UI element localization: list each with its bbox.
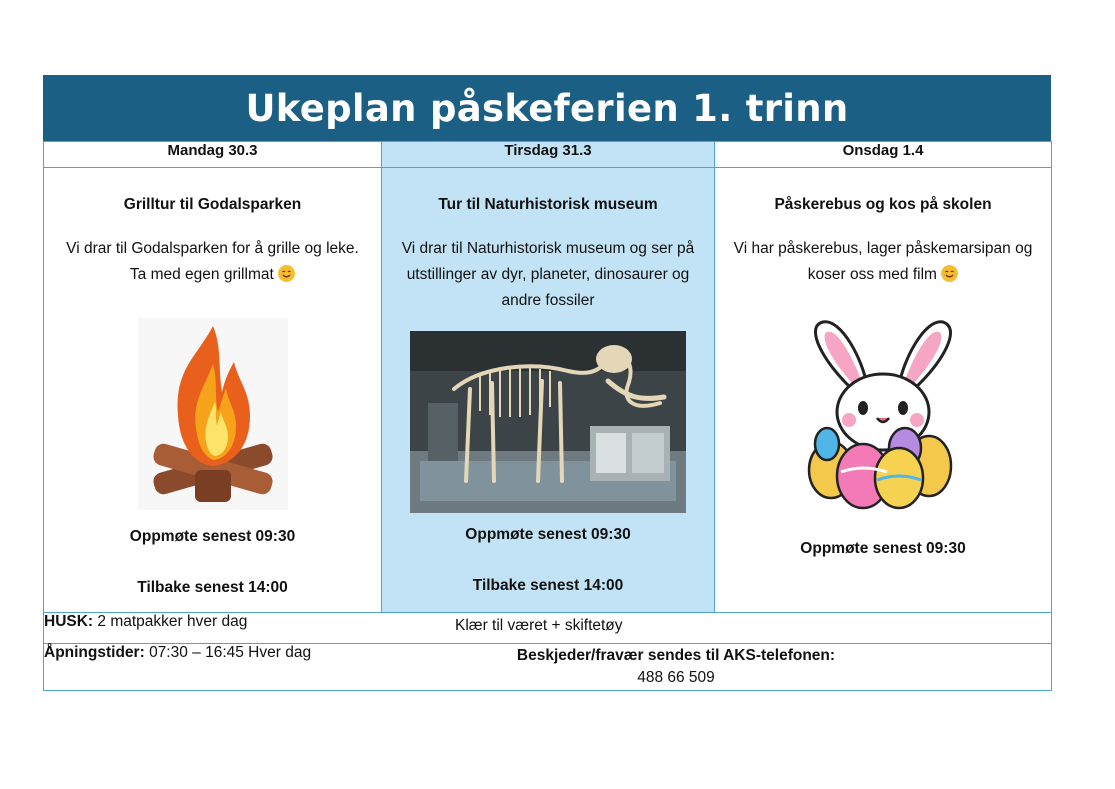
day-header-wednesday: Onsdag 1.4 <box>715 142 1052 168</box>
day-cell-wednesday <box>715 168 1052 613</box>
meet-time: Oppmøte senest 09:30 <box>129 528 296 545</box>
opening-hours-text: 07:30 – 16:45 Hver dag <box>149 644 312 661</box>
activity-description: Vi drar til Naturhistorisk museum og ser på utstillinger av dyr, planeter, dinosaurer og andre fossiler <box>401 240 695 309</box>
messages-block <box>496 647 856 687</box>
activity-title: Påskerebus og kos på skolen <box>774 196 992 213</box>
info-cell <box>44 644 1052 691</box>
activity-title: Grilltur til Godalsparken <box>123 196 302 213</box>
clothes-text: Klær til været + skiftetøy <box>455 617 623 634</box>
husk-text: 2 matpakker hver dag <box>97 613 248 630</box>
phone-number: 488 66 509 <box>637 669 715 686</box>
mammoth-skeleton-photo <box>410 331 686 518</box>
day-cell-monday <box>44 168 382 613</box>
messages-label: Beskjeder/fravær sendes til AKS-telefonen: <box>516 647 836 664</box>
easter-bunny-icon <box>801 320 965 515</box>
activity-description: Vi har påskerebus, lager påskemarsipan og koser oss med film <box>733 240 1033 283</box>
day-header-tuesday: Tirsdag 31.3 <box>382 142 715 168</box>
husk-label: HUSK: <box>44 613 94 630</box>
meet-time: Oppmøte senest 09:30 <box>465 526 631 543</box>
activity-title: Tur til Naturhistorisk museum <box>438 196 658 213</box>
smile-emoji-icon <box>941 265 958 282</box>
day-content-row <box>44 168 1052 613</box>
day-header-row <box>44 142 1052 168</box>
day-cell-tuesday <box>382 168 715 613</box>
return-time: Tilbake senest 14:00 <box>472 577 624 594</box>
reminder-row <box>44 613 1052 644</box>
day-header-monday: Mandag 30.3 <box>44 142 382 168</box>
activity-description: Vi drar til Godalsparken for å grille og leke. Ta med egen grillmat <box>66 240 359 283</box>
weekly-plan-sheet <box>43 75 1051 691</box>
campfire-icon <box>138 318 288 515</box>
meet-time: Oppmøte senest 09:30 <box>800 540 966 557</box>
info-row <box>44 644 1052 691</box>
opening-hours-label: Åpningstider: <box>44 644 145 661</box>
smile-emoji-icon <box>278 265 295 282</box>
reminder-cell <box>44 613 1052 644</box>
return-time: Tilbake senest 14:00 <box>137 579 288 596</box>
page-title: Ukeplan påskeferien 1. trinn <box>43 75 1051 141</box>
plan-table <box>43 141 1052 691</box>
